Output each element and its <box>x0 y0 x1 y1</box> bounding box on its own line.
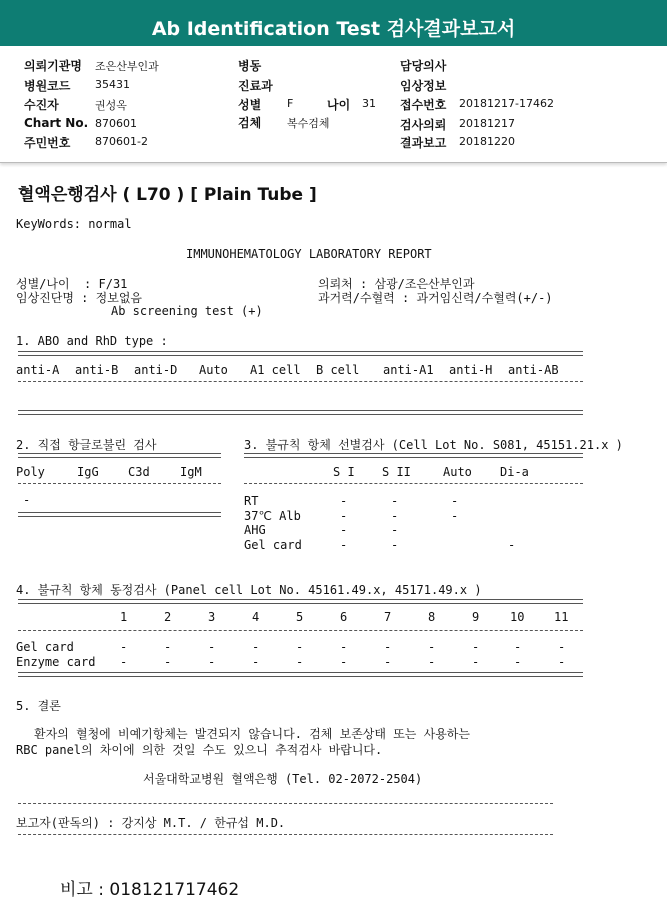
history: 과거력/수혈력 : 과거임신력/수혈력(+/-) <box>318 291 553 305</box>
s4-header: 5 <box>296 610 304 624</box>
s4-row-label: Gel card <box>16 640 74 654</box>
s3-cell: - <box>340 509 348 523</box>
s4-header: 8 <box>428 610 436 624</box>
info-value: 권성옥 <box>95 99 127 112</box>
divider <box>18 599 583 604</box>
s4-cell: - <box>208 640 216 654</box>
s1-header: anti-D <box>134 363 178 377</box>
s3-header: Auto <box>443 465 472 479</box>
s4-cell: - <box>428 640 436 654</box>
s2-header: Poly <box>16 465 45 479</box>
s3-cell: - <box>391 538 399 552</box>
divider <box>18 483 221 484</box>
s4-cell: - <box>514 655 522 669</box>
info-label: 담당의사 <box>400 59 447 73</box>
s2-header: IgG <box>77 465 99 479</box>
keywords: KeyWords: normal <box>16 217 132 231</box>
referrer: 의뢰처 : 삼광/조은산부인과 <box>318 277 475 291</box>
info-value: 35431 <box>95 78 130 91</box>
hospital-contact: 서울대학교병원 혈액은행 (Tel. 02-2072-2504) <box>143 772 423 786</box>
info-value: 20181217-17462 <box>459 97 554 110</box>
info-label: 검체 <box>238 116 262 130</box>
section2-title: 2. 직접 항글로불린 검사 <box>16 438 157 452</box>
info-label: 의뢰기관명 <box>24 59 82 73</box>
s3-cell: - <box>391 494 399 508</box>
info-value: 870601-2 <box>95 135 148 148</box>
s3-cell: - <box>340 494 348 508</box>
s3-row-label: RT <box>244 494 259 508</box>
info-value: 870601 <box>95 117 137 130</box>
s1-header: anti-A1 <box>383 363 434 377</box>
s3-cell: - <box>391 509 399 523</box>
info-label: 주민번호 <box>24 136 71 150</box>
s2-header: IgM <box>180 465 202 479</box>
info-value: 20181217 <box>459 117 515 130</box>
s3-cell: - <box>391 523 399 537</box>
s4-cell: - <box>472 640 480 654</box>
info-label: 접수번호 <box>400 98 447 112</box>
s4-cell: - <box>120 655 128 669</box>
info-value: 20181220 <box>459 135 515 148</box>
s3-header: S II <box>382 465 411 479</box>
s3-cell: - <box>340 523 348 537</box>
s1-header: Auto <box>199 363 228 377</box>
s4-header: 6 <box>340 610 348 624</box>
info-label: 진료과 <box>238 79 273 93</box>
patient-info-panel <box>0 50 667 163</box>
s1-header: anti-A <box>16 363 60 377</box>
s3-row-label: 37℃ Alb <box>244 509 301 523</box>
conclusion-line: RBC panel의 차이에 의한 것일 수도 있으니 추적검사 바랍니다. <box>16 743 383 757</box>
s4-header: 7 <box>384 610 392 624</box>
s4-cell: - <box>340 640 348 654</box>
info-label: 결과보고 <box>400 136 447 150</box>
s4-header: 4 <box>252 610 260 624</box>
s4-cell: - <box>252 640 260 654</box>
s3-cell: - <box>451 494 459 508</box>
s1-header: anti-H <box>449 363 493 377</box>
s4-cell: - <box>340 655 348 669</box>
info-label: 병동 <box>238 59 262 73</box>
s4-row-label: Enzyme card <box>16 655 96 669</box>
s3-row-label: AHG <box>244 523 266 537</box>
divider <box>18 803 553 804</box>
section1-title: 1. ABO and RhD type : <box>16 334 168 348</box>
info-value: 복수검체 <box>287 117 330 130</box>
section3-title: 3. 불규칙 항체 선별검사 (Cell Lot No. S081, 45151.21.x ) <box>244 438 623 452</box>
section-title: 혈액은행검사 ( L70 ) [ Plain Tube ] <box>18 185 317 205</box>
s4-cell: - <box>296 640 304 654</box>
s4-cell: - <box>164 640 172 654</box>
s3-cell: - <box>340 538 348 552</box>
s3-row-label: Gel card <box>244 538 302 552</box>
info-value: 31 <box>362 97 376 110</box>
s1-header: B cell <box>316 363 360 377</box>
divider <box>18 410 583 415</box>
s3-cell: - <box>451 509 459 523</box>
s4-header: 2 <box>164 610 172 624</box>
report-title: Ab Identification Test 검사결과보고서 <box>0 0 667 46</box>
info-value: 조은산부인과 <box>95 60 159 73</box>
s4-cell: - <box>296 655 304 669</box>
lab-title: IMMUNOHEMATOLOGY LABORATORY REPORT <box>186 247 432 261</box>
info-label: 검사의뢰 <box>400 118 447 132</box>
info-label: 임상정보 <box>400 79 447 93</box>
screen-note: Ab screening test (+) <box>111 304 263 318</box>
s4-cell: - <box>428 655 436 669</box>
s4-cell: - <box>558 640 566 654</box>
divider <box>244 453 583 458</box>
info-value: F <box>287 97 294 110</box>
s4-cell: - <box>558 655 566 669</box>
section4-title: 4. 불규칙 항체 동정검사 (Panel cell Lot No. 45161.49.x, 45171.49.x ) <box>16 583 482 597</box>
s4-header: 3 <box>208 610 216 624</box>
s3-cell: - <box>508 538 516 552</box>
divider <box>18 351 583 356</box>
s4-header: 11 <box>554 610 569 624</box>
info-label: 병원코드 <box>24 79 71 93</box>
s4-header: 10 <box>510 610 525 624</box>
conclusion-line: 환자의 혈청에 비예기항체는 발견되지 않습니다. 검체 보존상태 또는 사용하는 <box>34 727 470 741</box>
s4-cell: - <box>164 655 172 669</box>
s4-cell: - <box>384 640 392 654</box>
s4-cell: - <box>514 640 522 654</box>
diagnosis: 임상진단명 : 정보없음 <box>16 291 143 305</box>
remark-note: 비고 : 018121717462 <box>60 880 240 900</box>
s4-header: 9 <box>472 610 480 624</box>
s4-cell: - <box>384 655 392 669</box>
sex-age: 성별/나이 : F/31 <box>16 277 128 291</box>
s4-cell: - <box>208 655 216 669</box>
divider <box>18 834 553 835</box>
s3-header: S I <box>333 465 355 479</box>
s2-value: - <box>23 493 31 507</box>
s4-cell: - <box>120 640 128 654</box>
s2-header: C3d <box>128 465 150 479</box>
s1-header: anti-AB <box>508 363 559 377</box>
section5-title: 5. 결론 <box>16 699 61 713</box>
s1-header: A1 cell <box>250 363 301 377</box>
info-label: 수진자 <box>24 98 59 112</box>
info-label: 성별 <box>238 98 262 112</box>
divider <box>18 512 221 517</box>
reporter: 보고자(판독의) : 강지상 M.T. / 한규섭 M.D. <box>16 816 286 830</box>
divider <box>18 381 583 382</box>
divider <box>244 483 583 484</box>
info-label: Chart No. <box>24 116 89 130</box>
divider <box>18 453 221 458</box>
s3-header: Di-a <box>500 465 529 479</box>
divider <box>18 630 583 631</box>
s4-cell: - <box>472 655 480 669</box>
s1-header: anti-B <box>75 363 119 377</box>
divider <box>18 672 583 677</box>
s4-cell: - <box>252 655 260 669</box>
info-label: 나이 <box>327 98 351 112</box>
s4-header: 1 <box>120 610 128 624</box>
